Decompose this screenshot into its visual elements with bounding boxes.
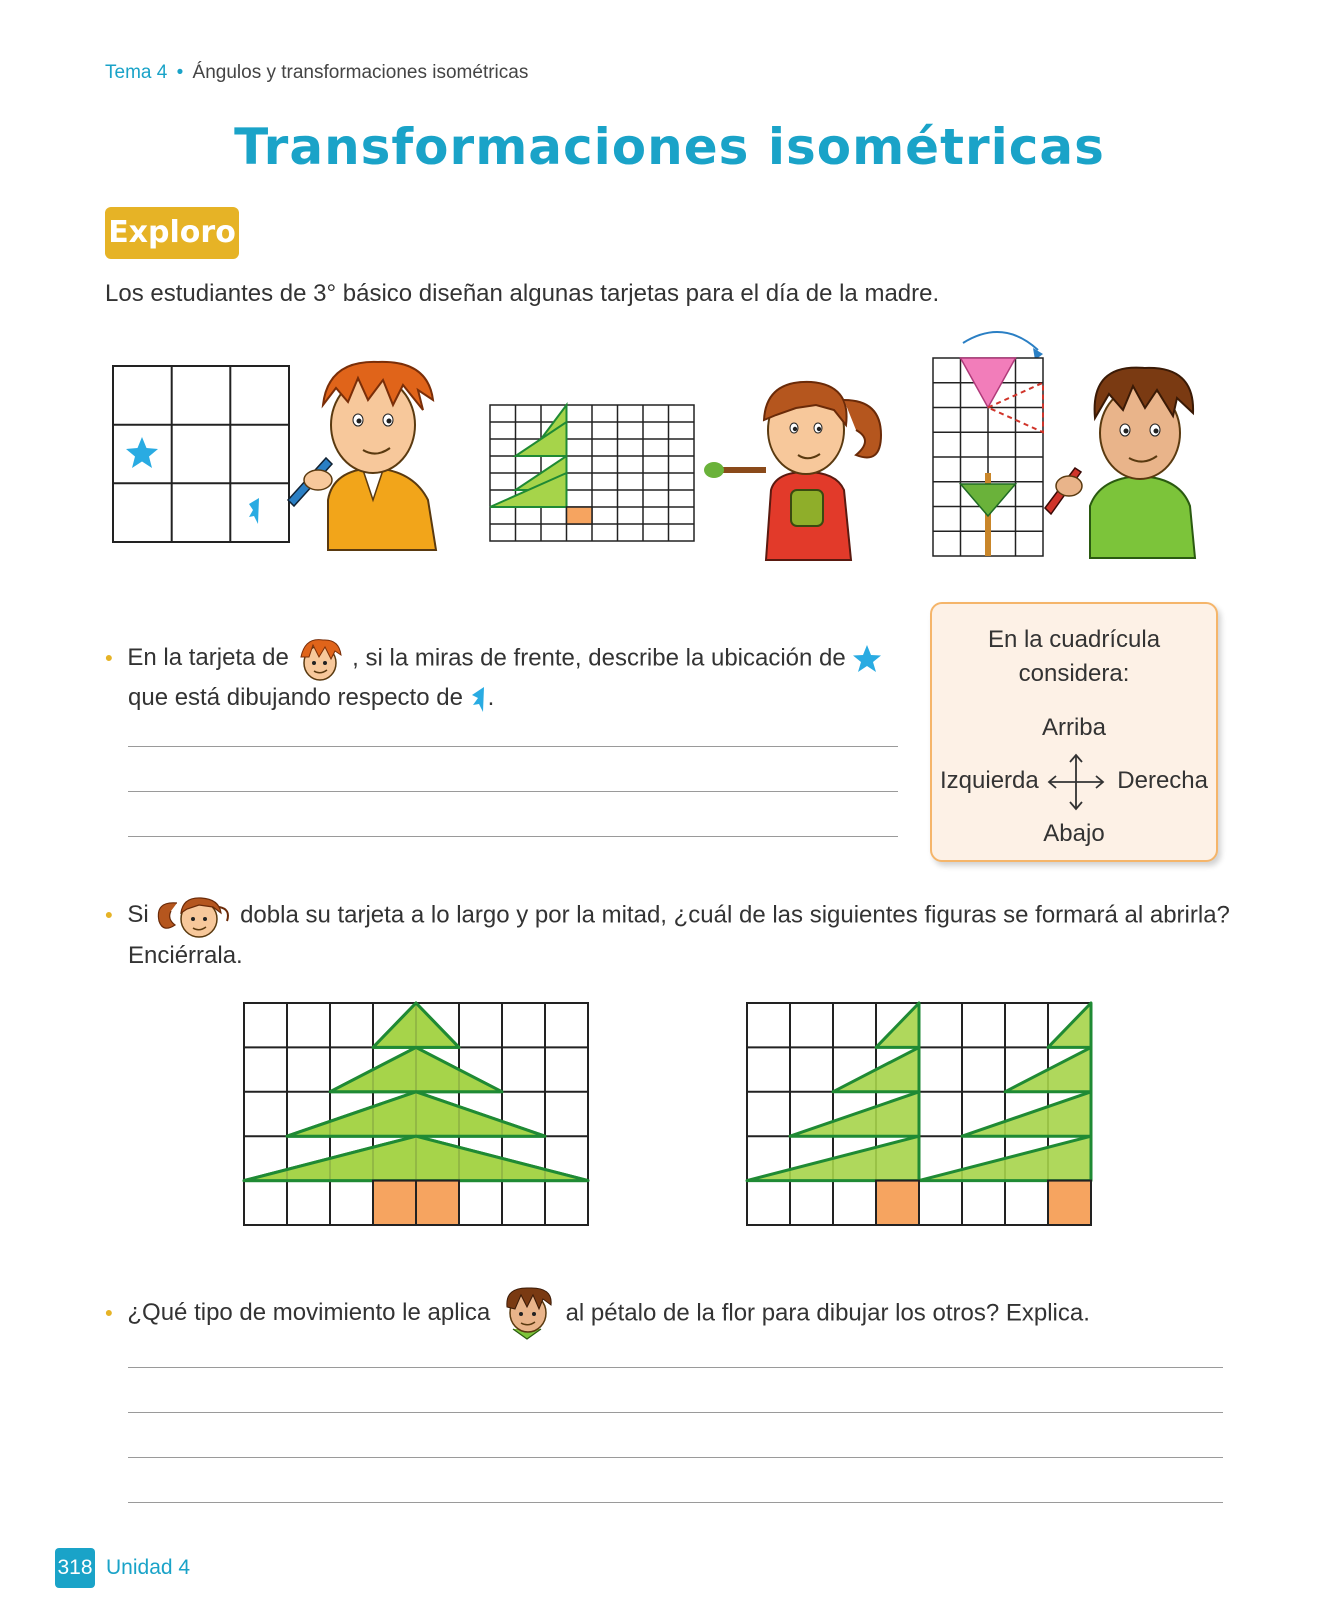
page-title: Transformaciones isométricas bbox=[234, 118, 1105, 176]
intro-text: Los estudiantes de 3° básico diseñan algunas tarjetas para el día de la madre. bbox=[105, 280, 940, 307]
petal-icon bbox=[470, 685, 488, 713]
infobox-line1: En la cuadrícula bbox=[987, 626, 1161, 653]
running-header bbox=[105, 62, 528, 84]
direction-left-label: Izquierda bbox=[940, 767, 1039, 794]
header-subtitle: Ángulos y transformaciones isométricas bbox=[192, 62, 529, 83]
answer-line[interactable] bbox=[128, 1457, 1223, 1458]
infobox-line2: considera: bbox=[1018, 660, 1130, 687]
header-tema: Tema 4 bbox=[105, 62, 168, 83]
question-1 bbox=[105, 637, 885, 715]
answer-line[interactable] bbox=[128, 1367, 1223, 1368]
card-boy2-grid bbox=[933, 358, 1043, 556]
q1-text-part4: . bbox=[487, 684, 495, 711]
q1-text-part3: que está dibujando respecto de bbox=[128, 684, 463, 711]
q1-text-part1: En la tarjeta de bbox=[127, 644, 289, 672]
q1-text-part2: , si la miras de frente, describe la ubicación de bbox=[352, 644, 846, 672]
unit-label: Unidad 4 bbox=[106, 1556, 191, 1579]
girl-illustration bbox=[706, 360, 906, 560]
question-3 bbox=[105, 1285, 1235, 1343]
answer-line[interactable] bbox=[128, 836, 898, 837]
boy2-illustration bbox=[1045, 358, 1215, 558]
card-girl-grid bbox=[490, 405, 694, 541]
arrows-cross-icon bbox=[1046, 752, 1106, 812]
header-separator: • bbox=[176, 62, 184, 83]
q2-text-part3: Enciérrala. bbox=[128, 942, 243, 969]
answer-line[interactable] bbox=[128, 1412, 1223, 1413]
tree-option-b[interactable] bbox=[747, 1003, 1091, 1225]
boy1-face-icon bbox=[295, 637, 345, 681]
q2-text-part2: dobla su tarjeta a lo largo y por la mitad, ¿cuál de las siguientes figuras se formará al abrirla? bbox=[240, 901, 1230, 929]
page-number: 318 bbox=[55, 1548, 95, 1588]
bullet: • bbox=[105, 1300, 113, 1326]
q3-text-part1: ¿Qué tipo de movimiento le aplica bbox=[127, 1299, 491, 1327]
direction-up-label: Arriba bbox=[1041, 714, 1107, 741]
boy1-illustration bbox=[288, 350, 458, 550]
girl-face-icon bbox=[155, 893, 233, 939]
answer-line[interactable] bbox=[128, 1502, 1223, 1503]
boy2-face-icon bbox=[497, 1285, 559, 1343]
bullet: • bbox=[105, 645, 113, 671]
card-boy1-grid bbox=[113, 366, 289, 542]
tree-option-a[interactable] bbox=[244, 1003, 588, 1225]
answer-line[interactable] bbox=[128, 791, 898, 792]
q2-text-part1: Si bbox=[127, 901, 149, 929]
direction-info-box bbox=[930, 602, 1218, 862]
bullet: • bbox=[105, 902, 113, 928]
star-icon bbox=[852, 644, 882, 674]
direction-down-label: Abajo bbox=[1043, 820, 1105, 847]
question-2 bbox=[105, 893, 1235, 973]
section-badge: Exploro bbox=[105, 207, 239, 259]
direction-right-label: Derecha bbox=[1117, 767, 1208, 794]
q3-text-part2: al pétalo de la flor para dibujar los otros? Explica. bbox=[565, 1299, 1090, 1327]
answer-line[interactable] bbox=[128, 746, 898, 747]
